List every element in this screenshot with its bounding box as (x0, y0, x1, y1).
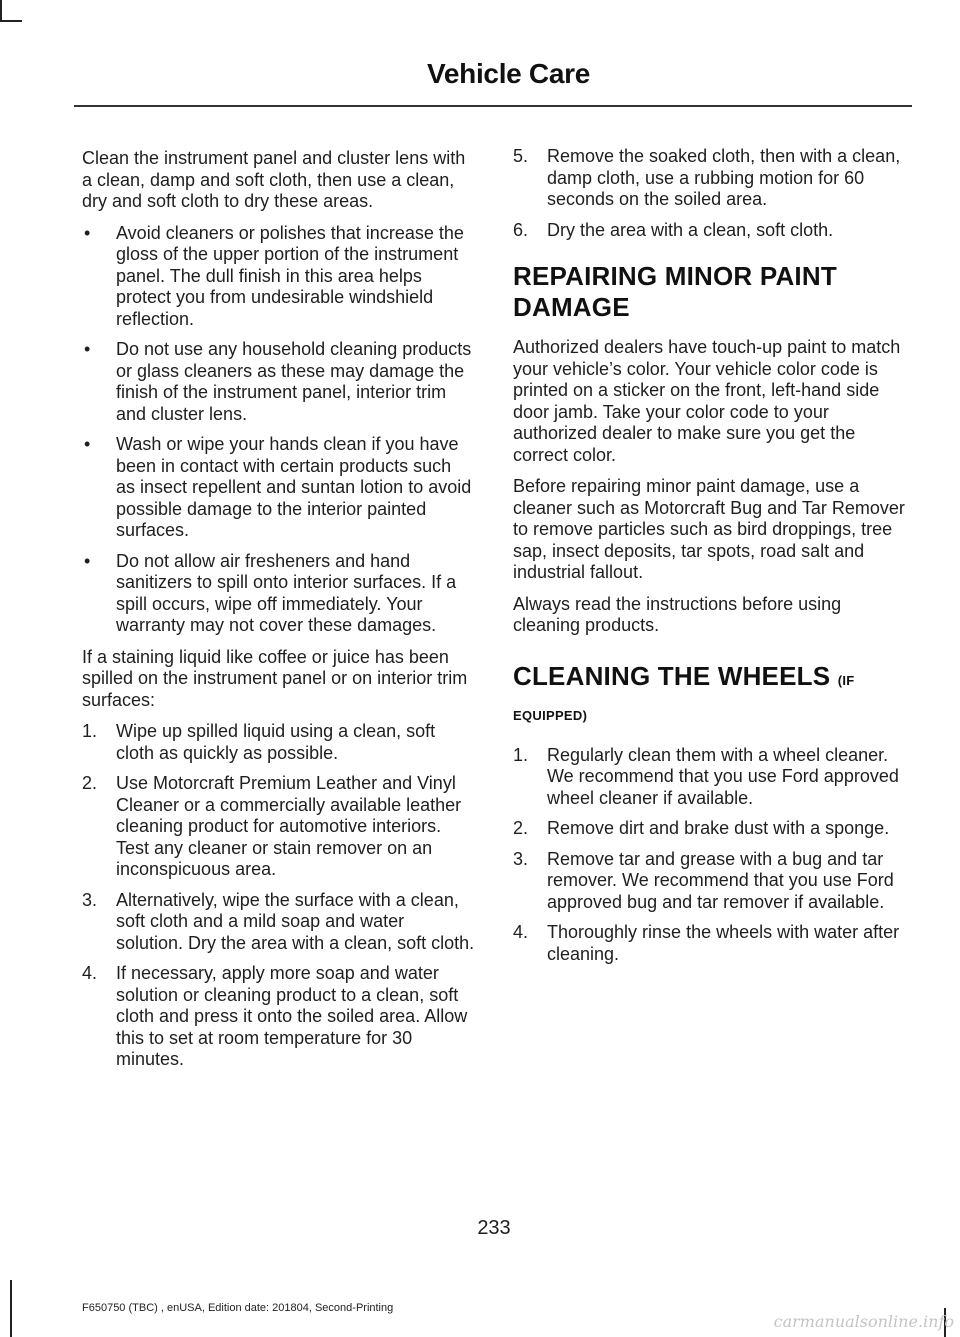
intro-paragraph: Clean the instrument panel and cluster lens with a clean, damp and soft cloth, then use a clean, dry and soft cloth to dry these areas. (82, 148, 466, 211)
right-column (513, 146, 908, 975)
list-item (82, 434, 475, 542)
step-number: 5. (513, 146, 529, 166)
bullet-marker: • (84, 222, 91, 243)
step-number: 4. (82, 963, 98, 983)
list-item (513, 220, 908, 242)
staining-intro-paragraph: If a staining liquid like coffee or juice has been spilled on the instrument panel or on interior trim surfaces: (82, 646, 468, 710)
list-item (513, 849, 908, 914)
step-text: Use Motorcraft Premium Leather and Vinyl Cleaner or a commercially available leather cleaning product for automotive interiors. Test any cleaner or stain remover on an inconspicuous area. (116, 773, 462, 879)
heading-line: REPAIRING MINOR PAINT (513, 261, 837, 291)
header-divider (74, 105, 912, 107)
step-number: 2. (82, 773, 98, 793)
paint-paragraph: Authorized dealers have touch-up paint to match your vehicle’s color. Your vehicle color code is printed on a sticker on the front, left-hand side door jamb. Take your color code to your authorized dealer to make sure you get the correct color. (513, 337, 901, 465)
stain-steps-continued-list (513, 146, 908, 241)
section-heading-paint (513, 261, 908, 323)
page-number: 233 (477, 1217, 511, 1239)
step-number: 3. (513, 848, 529, 869)
bullet-text: Do not use any household cleaning products or glass cleaners as these may damage the finish of the instrument panel, interior trim and cluster lens. (116, 339, 472, 424)
heading-text: CLEANING THE WHEELS (513, 660, 831, 691)
bullet-marker: • (84, 550, 91, 571)
step-number: 3. (82, 889, 98, 910)
list-item (82, 551, 475, 637)
cleaning-cautions-list (82, 223, 475, 637)
list-item (513, 745, 908, 810)
wheel-cleaning-steps-list (513, 745, 908, 966)
paint-paragraph: Always read the instructions before using cleaning products. (513, 593, 842, 635)
crop-mark-top-left-h (0, 20, 22, 22)
paint-paragraph: Before repairing minor paint damage, use a cleaner such as Motorcraft Bug and Tar Remover to remove particles such as bird droppings, tree sap, insect deposits, tar spots, road salt and industrial fallout. (513, 476, 905, 582)
list-item (82, 721, 475, 764)
list-item (513, 818, 908, 840)
watermark: carmanualsonline.info (773, 1312, 954, 1331)
stain-steps-list (82, 721, 475, 1071)
edition-footer: F650750 (TBC) , enUSA, Edition date: 201804, Second-Printing (82, 1302, 394, 1314)
list-item (82, 963, 475, 1071)
list-item (513, 146, 908, 211)
step-number: 2. (513, 818, 529, 838)
section-heading-wheels (513, 661, 908, 731)
bullet-text: Do not allow air fresheners and hand sanitizers to spill onto interior surfaces. If a spill occurs, wipe off immediately. Your warranty may not cover these damages. (116, 550, 457, 635)
bullet-text: Wash or wipe your hands clean if you have been in contact with certain products such as insect repellent and suntan lotion to avoid possible damage to the interior painted surfaces. (116, 434, 472, 540)
step-text: Thoroughly rinse the wheels with water after cleaning. (547, 922, 900, 964)
step-text: Remove the soaked cloth, then with a clean, damp cloth, use a rubbing motion for 60 seconds on the soiled area. (547, 146, 901, 209)
heading-line: DAMAGE (513, 292, 630, 322)
step-text: Alternatively, wipe the surface with a clean, soft cloth and a mild soap and water solution. Dry the area with a clean, soft cloth. (116, 889, 475, 953)
bullet-marker: • (84, 434, 91, 454)
page-title: Vehicle Care (427, 58, 590, 89)
step-number: 1. (513, 744, 529, 765)
list-item (82, 773, 475, 881)
list-item (513, 922, 908, 965)
step-text: Wipe up spilled liquid using a clean, soft cloth as quickly as possible. (116, 721, 436, 763)
heading-qualifier: (IF (837, 672, 855, 688)
step-number: 6. (513, 219, 529, 240)
step-number: 1. (82, 721, 98, 741)
crop-mark-top-left (0, 0, 2, 22)
list-item (82, 890, 475, 955)
bullet-marker: • (84, 339, 91, 359)
bullet-text: Avoid cleaners or polishes that increase the gloss of the upper portion of the instrument panel. The dull finish in this area helps protect you from undesirable windshield reflection. (116, 222, 464, 329)
crop-mark-bottom-left (10, 1280, 12, 1337)
step-text: Regularly clean them with a wheel cleaner. We recommend that you use Ford approved wheel cleaner if available. (547, 744, 899, 808)
list-item (82, 339, 475, 425)
left-column (82, 148, 475, 1081)
step-number: 4. (513, 922, 529, 942)
step-text: Dry the area with a clean, soft cloth. (547, 219, 834, 240)
step-text: If necessary, apply more soap and water solution or cleaning product to a clean, soft cloth and press it onto the soiled area. Allow this to set at room temperature for 30 minutes. (116, 963, 468, 1069)
list-item (82, 223, 475, 331)
heading-qualifier: EQUIPPED) (513, 707, 588, 723)
step-text: Remove tar and grease with a bug and tar remover. We recommend that you use Ford approved bug and tar remover if available. (547, 848, 894, 912)
step-text: Remove dirt and brake dust with a sponge. (547, 818, 890, 838)
